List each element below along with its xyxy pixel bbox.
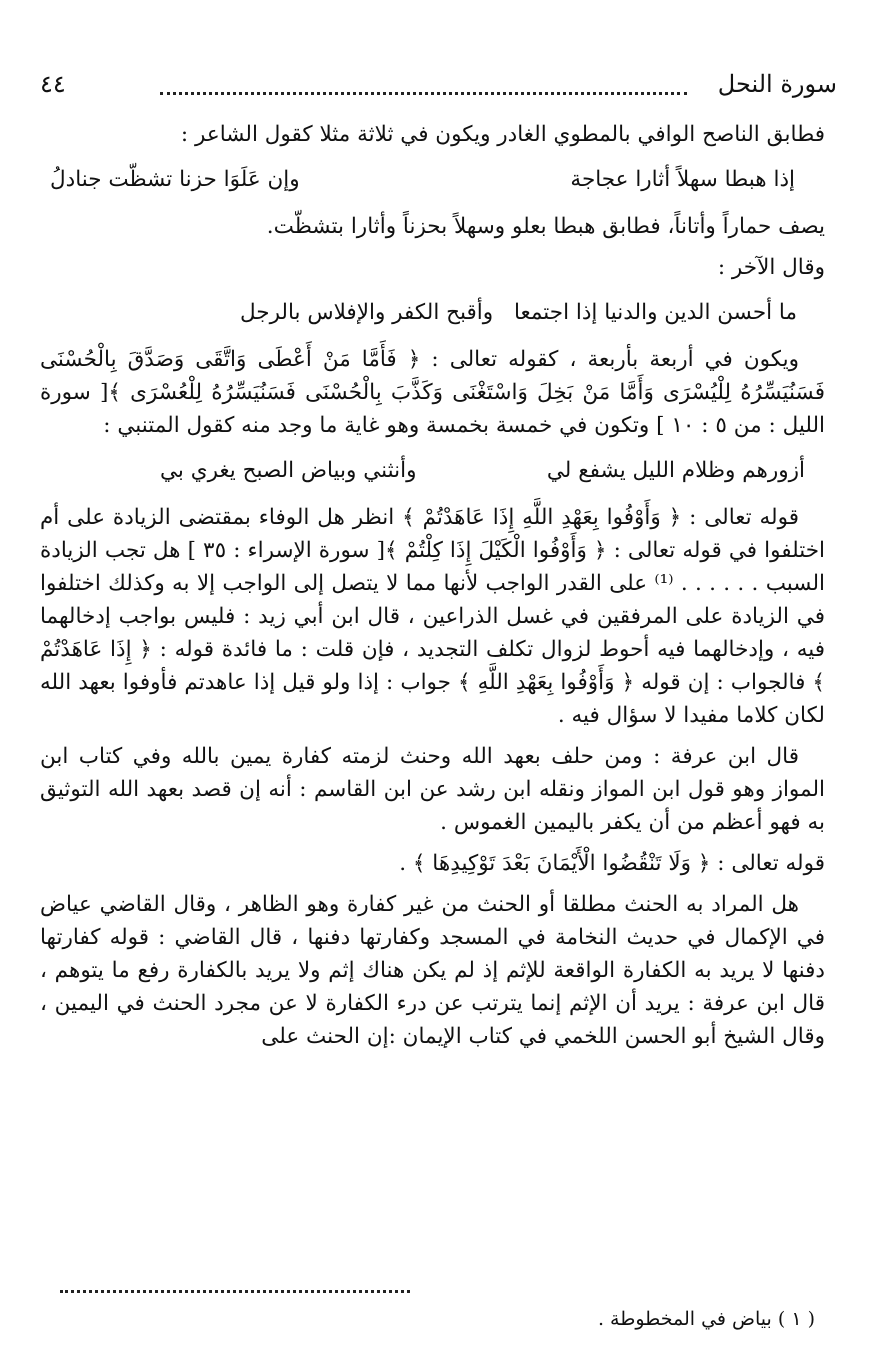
paragraph-3: وقال الآخر : xyxy=(717,255,825,280)
poem-verse-2 xyxy=(40,296,825,329)
header-dotted-rule xyxy=(160,92,687,95)
paragraph-6: قال ابن عرفة : ومن حلف بعهد الله وحنث لزمته كفارة يمين بالله وفي كتاب ابن المواز وهو قول ابن المواز ونقله ابن رشد عن ابن القاسم : أنه إن قصد بعهد الله التوثيق به فهو أعظم من أن يكفر باليمين الغموس . xyxy=(40,744,825,835)
poem-verse-3 xyxy=(40,454,825,487)
footnote: ( ١ ) بياض في المخطوطة . xyxy=(597,1308,815,1330)
verse-3-first-hemistich: أزورهم وظلام الليل يشفع لي xyxy=(546,458,805,483)
verse-3-second-hemistich: وأنثني وبياض الصبح يغري بي xyxy=(160,458,417,483)
verse-2-second-hemistich: وأقبح الكفر والإفلاس بالرجل xyxy=(240,300,494,325)
footnote-dotted-rule xyxy=(60,1290,410,1293)
paragraph-4: ويكون في أربعة بأربعة ، كقوله تعالى : ﴿ فَأَمَّا مَنْ أَعْطَى وَاتَّقَى وَصَدَّقَ بِالْحُسْنَى فَسَنُيَسِّرُهُ لِلْيُسْرَى وَأَمَّا مَنْ بَخِلَ وَاسْتَغْنَى وَكَذَّبَ بِالْحُسْنَى فَسَنُيَسِّرُهُ لِلْعُسْرَى ﴾[ سورة الليل : من ٥ : ١٠ ] وتكون في خمسة بخمسة وهو غاية ما وجد منه كقول المتنبي : xyxy=(40,347,825,438)
paragraph-7: قوله تعالى : ﴿ وَلَا تَنْقُضُوا الْأَيْمَانَ بَعْدَ تَوْكِيدِهَا ﴾ . xyxy=(399,851,825,876)
paragraph-1: فطابق الناصح الوافي بالمطوي الغادر ويكون في ثلاثة مثلا كقول الشاعر : xyxy=(180,122,825,147)
paragraph-2: يصف حماراً وأتاناً، فطابق هبطا بعلو وسهلاً بحزناً وأثارا بتشظّت. xyxy=(266,214,825,239)
poem-verse-1 xyxy=(40,163,825,196)
verse-1-first-hemistich: إذا هبطا سهلاً أثارا عجاجة xyxy=(570,167,795,192)
page-number: ٤٤ xyxy=(40,70,66,98)
page-header xyxy=(40,70,837,110)
verse-1-second-hemistich: وإن عَلَوَا حزنا تشظّت جنادلُ xyxy=(50,167,300,192)
page-body xyxy=(40,118,825,1061)
paragraph-8: هل المراد به الحنث مطلقا أو الحنث من غير كفارة وهو الظاهر ، وقال القاضي عياض في الإكمال في حديث النخامة في المسجد وكفارتها دفنها ، قال القاضي : قوله كفارتها دفنها لا يريد به الكفارة الواقعة للإثم إذ لم يكن هناك إثم ولا يريد بالكفارة رفع ما يتوهم ، قال ابن عرفة : يريد أن الإثم إنما يترتب عن درء الكفارة لا عن مجرد الحنث في اليمين ، وقال الشيخ أبو الحسن اللخمي في كتاب الإيمان :إن الحنث على xyxy=(40,892,825,1049)
paragraph-5: قوله تعالى : ﴿ وَأَوْفُوا بِعَهْدِ اللَّهِ إِذَا عَاهَدْتُمْ ﴾ انظر هل الوفاء بمقتضى الزيادة على أم اختلفوا في قوله تعالى : ﴿ وَأَوْفُوا الْكَيْلَ إِذَا كِلْتُمْ ﴾[ سورة الإسراء : ٣٥ ] هل تجب الزيادة السبب . . . . . . ⁽¹⁾ على القدر الواجب لأنها مما لا يتصل إلى الواجب إلا به وكذلك اختلفوا في الزيادة على المرفقين في غسل الذراعين ، قال ابن أبي زيد : فليس بواجب إدخالهما فيه ، وإدخالهما فيه أحوط لزوال تكلف التجديد ، فإن قلت : ما فائدة قوله : ﴿ إِذَا عَاهَدْتُمْ ﴾ فالجواب : إن قوله ﴿ وَأَوْفُوا بِعَهْدِ اللَّهِ ﴾ جواب : إذا ولو قيل إذا عاهدتم فأوفوا بعهد الله لكان كلاما مفيدا لا سؤال فيه . xyxy=(40,505,826,728)
verse-2-first-hemistich: ما أحسن الدين والدنيا إذا اجتمعا xyxy=(513,300,797,325)
surah-title: سورة النحل xyxy=(717,70,837,98)
